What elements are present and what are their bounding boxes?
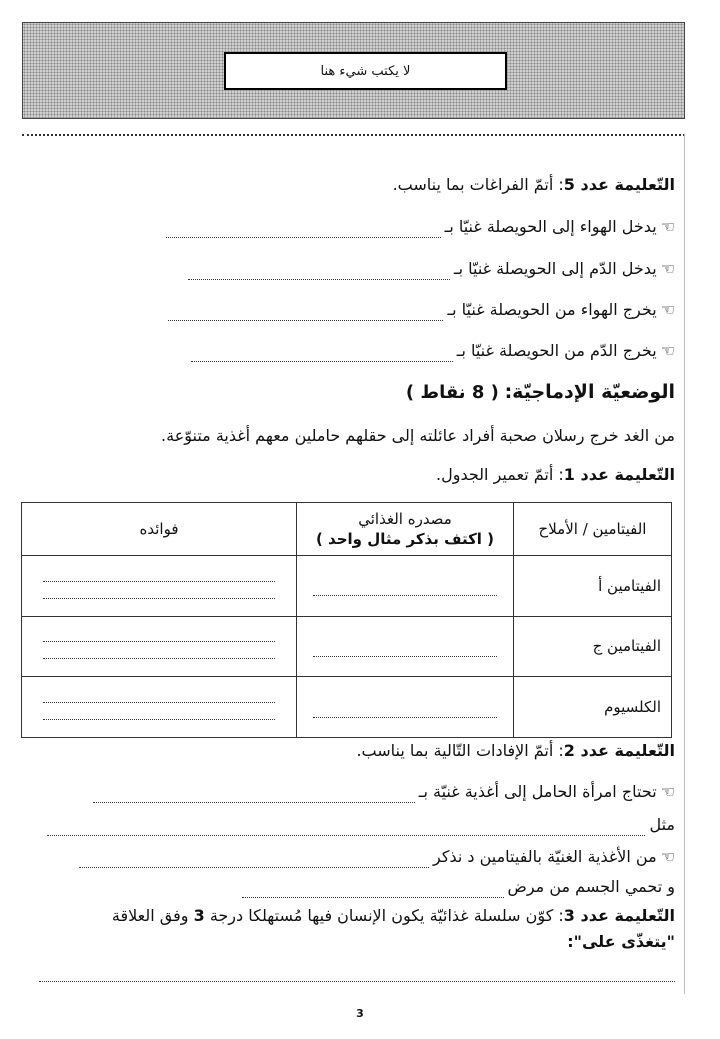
do-not-write-box: [224, 52, 507, 90]
q2-line-1-blank[interactable]: [93, 788, 415, 803]
q5-instruction: [30, 174, 675, 196]
q2-line-4-text: و تحمي الجسم من مرض: [507, 877, 675, 896]
source-blank[interactable]: [297, 556, 514, 617]
header-benefits: فوائده: [22, 503, 297, 556]
benefits-blank[interactable]: [22, 556, 297, 617]
q5-number: 5: [563, 175, 575, 194]
q2-instruction: [30, 740, 675, 762]
page-number: 3: [356, 1007, 364, 1020]
q3-answer-blank[interactable]: [39, 967, 675, 982]
q5-item-1-text: يدخل الهواء إلى الحويصلة غنيّا بـ: [444, 217, 657, 236]
q2-line-4-blank[interactable]: [242, 883, 504, 898]
pointing-hand-icon: ☜: [660, 341, 675, 360]
situation-intro: [30, 425, 675, 447]
q3-degree: 3: [193, 906, 205, 925]
q5-item-4-text: يخرج الدّم من الحويصلة غنيّا بـ: [456, 341, 657, 360]
q1-instruction: [30, 464, 675, 486]
situation-title-text: الوضعيّة الإدماجيّة:: [504, 381, 675, 403]
situation-title: [30, 381, 675, 404]
row-vitamin-c: الفيتامين ج: [514, 616, 672, 677]
q3-prefix: التّعليمة عدد: [574, 906, 675, 925]
q2-text: : أتمّ الإفادات التّالية بما يناسب.: [356, 741, 564, 760]
q2-line-1-text: تحتاج امرأة الحامل إلى أغذية غنيّة بـ: [418, 782, 657, 801]
situation-points: ( 8 نقاط ): [405, 382, 499, 403]
q5-item-2-blank[interactable]: [188, 265, 450, 280]
q5-item-4: [30, 340, 675, 362]
q5-text: : أتمّ الفراغات بما يناسب.: [392, 175, 564, 194]
q1-prefix: التّعليمة عدد: [574, 465, 675, 484]
do-not-write-text: لا يكتب شيء هنا: [320, 63, 411, 79]
source-blank[interactable]: [297, 677, 514, 738]
q3-relation-text: "يتغذّى على":: [567, 932, 675, 951]
header-source: [297, 503, 514, 556]
q2-line-3-text: من الأغذية الغنيّة بالفيتامين د نذكر: [433, 847, 657, 866]
q3-text: : كوّن سلسلة غذائيّة يكون الإنسان فيها مُستهلكا درجة: [204, 906, 564, 925]
margin-rule: [684, 134, 685, 994]
q5-prefix: التّعليمة عدد: [574, 175, 675, 194]
benefits-blank[interactable]: [22, 677, 297, 738]
table-row: [22, 616, 672, 677]
q2-line-3: [30, 846, 675, 868]
q1-text: : أتمّ تعمير الجدول.: [436, 465, 564, 484]
table-header-row: [22, 503, 672, 556]
q2-line-1: [30, 781, 675, 803]
q5-item-3-text: يخرج الهواء من الحويصلة غنيّا بـ: [447, 300, 657, 319]
table-row: [22, 677, 672, 738]
table-row: [22, 556, 672, 617]
q2-prefix: التّعليمة عدد: [574, 741, 675, 760]
q2-line-4: [30, 876, 675, 898]
pointing-hand-icon: ☜: [660, 217, 675, 236]
header-source-text: مصدره الغذائي: [358, 510, 452, 528]
q3-instruction: [30, 905, 675, 927]
q1-number: 1: [563, 465, 575, 484]
q2-line-2-text: مثل: [649, 815, 675, 834]
q5-item-2-text: يدخل الدّم إلى الحويصلة غنيّا بـ: [453, 259, 657, 278]
q2-line-3-blank[interactable]: [79, 853, 429, 868]
row-calcium: الكلسيوم: [514, 677, 672, 738]
q2-line-2-blank[interactable]: [47, 821, 645, 836]
q5-item-3: [30, 299, 675, 321]
dotted-separator: [22, 134, 685, 136]
q5-item-3-blank[interactable]: [168, 306, 443, 321]
pointing-hand-icon: ☜: [660, 259, 675, 278]
pointing-hand-icon: ☜: [660, 300, 675, 319]
situation-intro-text: من الغد خرج رسلان صحبة أفراد عائلته إلى حقلهم حاملين معهم أغذية متنوّعة.: [161, 426, 675, 445]
q3-relation: [30, 931, 675, 953]
vitamin-table: [21, 502, 672, 738]
q2-number: 2: [563, 741, 575, 760]
q3-number: 3: [563, 906, 575, 925]
source-blank[interactable]: [297, 616, 514, 677]
q5-item-1-blank[interactable]: [166, 223, 441, 238]
q5-item-1: [30, 216, 675, 238]
q5-item-4-blank[interactable]: [191, 347, 453, 362]
pointing-hand-icon: ☜: [660, 782, 675, 801]
q5-item-2: [30, 258, 675, 280]
header-source-note: ( اكتف بذكر مثال واحد ): [315, 530, 495, 548]
q2-line-2: [30, 814, 675, 836]
row-vitamin-a: الفيتامين أ: [514, 556, 672, 617]
header-vitamin: الفيتامين / الأملاح: [514, 503, 672, 556]
benefits-blank[interactable]: [22, 616, 297, 677]
pointing-hand-icon: ☜: [660, 847, 675, 866]
q3-answer-line[interactable]: [30, 960, 675, 982]
q3-text-2: وفق العلاقة: [111, 906, 194, 925]
